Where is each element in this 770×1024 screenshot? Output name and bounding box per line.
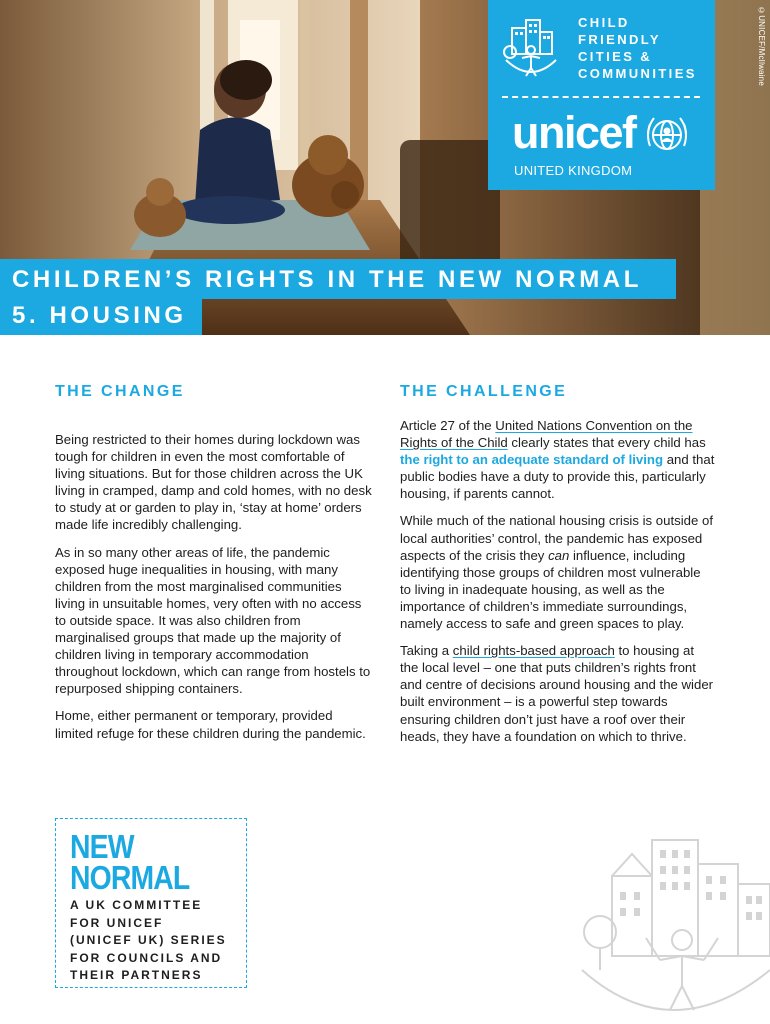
new-normal-series-box xyxy=(55,818,247,988)
page-title: CHILDREN’S RIGHTS IN THE NEW NORMAL xyxy=(12,266,642,293)
cfc-line: CHILD xyxy=(578,15,630,30)
section-heading-challenge: THE CHALLENGE xyxy=(400,383,568,400)
new-normal-title-line: NORMAL xyxy=(70,859,190,896)
new-normal-title-line: NEW xyxy=(70,828,134,865)
text-run: Taking a xyxy=(400,643,453,659)
hero-banner xyxy=(0,0,770,335)
the-challenge-section xyxy=(400,383,715,755)
subtitle-line: A UK COMMITTEE xyxy=(70,898,203,912)
change-paragraph: Being restricted to their homes during lockdown was tough for children in even the most comfortable of living situations. But for those children across the UK living in cramped, damp and cold homes, with no desk to study at or garden to play in, ‘stay at home’ orders made life incredibly challenging. xyxy=(55,432,372,533)
text-run: and that public bodies have a duty to provide this, particularly housing, if parents cannot. xyxy=(400,452,715,502)
cfc-line: CITIES & xyxy=(578,49,653,64)
section-heading-change: THE CHANGE xyxy=(55,383,185,400)
adequate-standard-link[interactable]: the right to an adequate standard of living xyxy=(400,452,664,468)
cfc-line: COMMUNITIES xyxy=(578,66,697,81)
text-run: influence, including identifying those groups of children most vulnerable to living in inadequate housing, as well as the importance of children’s immediate surroundings, namely access to safe and green spaces to play. xyxy=(400,547,701,632)
challenge-paragraph xyxy=(400,417,715,502)
page-subtitle: 5. HOUSING xyxy=(12,302,187,329)
unicef-country-label: UNITED KINGDOM xyxy=(514,163,633,178)
text-run: While much of the national housing crisis is outside of local authorities’ control, the pandemic has exposed aspects of the crisis they xyxy=(400,513,713,563)
city-child-illustration-icon xyxy=(572,820,770,1024)
text-run: clearly states that every child has xyxy=(507,435,706,451)
child-rights-approach-link[interactable]: child rights-based approach xyxy=(452,643,615,659)
cfc-logo-text xyxy=(578,14,697,82)
unicef-wordmark: unicef xyxy=(512,107,636,158)
city-child-icon xyxy=(502,14,560,80)
new-normal-title xyxy=(70,828,190,896)
subtitle-line: FOR UNICEF xyxy=(70,915,164,930)
title-banner-line1 xyxy=(0,259,676,299)
logo-dashed-divider xyxy=(502,96,700,98)
photo-credit: ©UNICEF/McIlwaine xyxy=(757,6,766,86)
challenge-paragraph xyxy=(400,512,715,632)
the-change-section xyxy=(55,383,373,752)
subtitle-line: THEIR PARTNERS xyxy=(70,968,203,982)
challenge-paragraph xyxy=(400,642,715,745)
title-banner-line2 xyxy=(0,299,202,335)
text-run: to housing at the local level – one that puts children’s rights front and centre of decisions around housing and the wider built environment – is a powerful step towards ensuring children don’t just have a roof over their heads, they have a foundation on which to thrive. xyxy=(400,643,714,744)
emphasis-can: can xyxy=(548,547,570,563)
unicef-globe-emblem xyxy=(644,112,690,158)
subtitle-line: (UNICEF UK) SERIES xyxy=(70,933,227,947)
text-run: Article 27 of the xyxy=(400,418,496,433)
uncrc-link[interactable]: United Nations Convention on the Rights of the Child xyxy=(400,418,693,451)
cfc-unicef-logo-panel xyxy=(488,0,715,190)
subtitle-line: FOR COUNCILS AND xyxy=(70,950,223,965)
change-paragraph: As in so many other areas of life, the pandemic exposed huge inequalities in housing, with many children from the most marginalised communities living in unsuitable homes, very often with no access to outside space. It was also children from marginalised groups that made up the majority of children living in temporary accommodation throughout lockdown, which can range from hostels to repurposed shipping containers. xyxy=(55,544,371,697)
change-paragraph: Home, either permanent or temporary, provided limited refuge for these children during the pandemic. xyxy=(55,708,366,741)
new-normal-subtitle xyxy=(70,897,227,985)
cfc-line: FRIENDLY xyxy=(578,32,662,47)
